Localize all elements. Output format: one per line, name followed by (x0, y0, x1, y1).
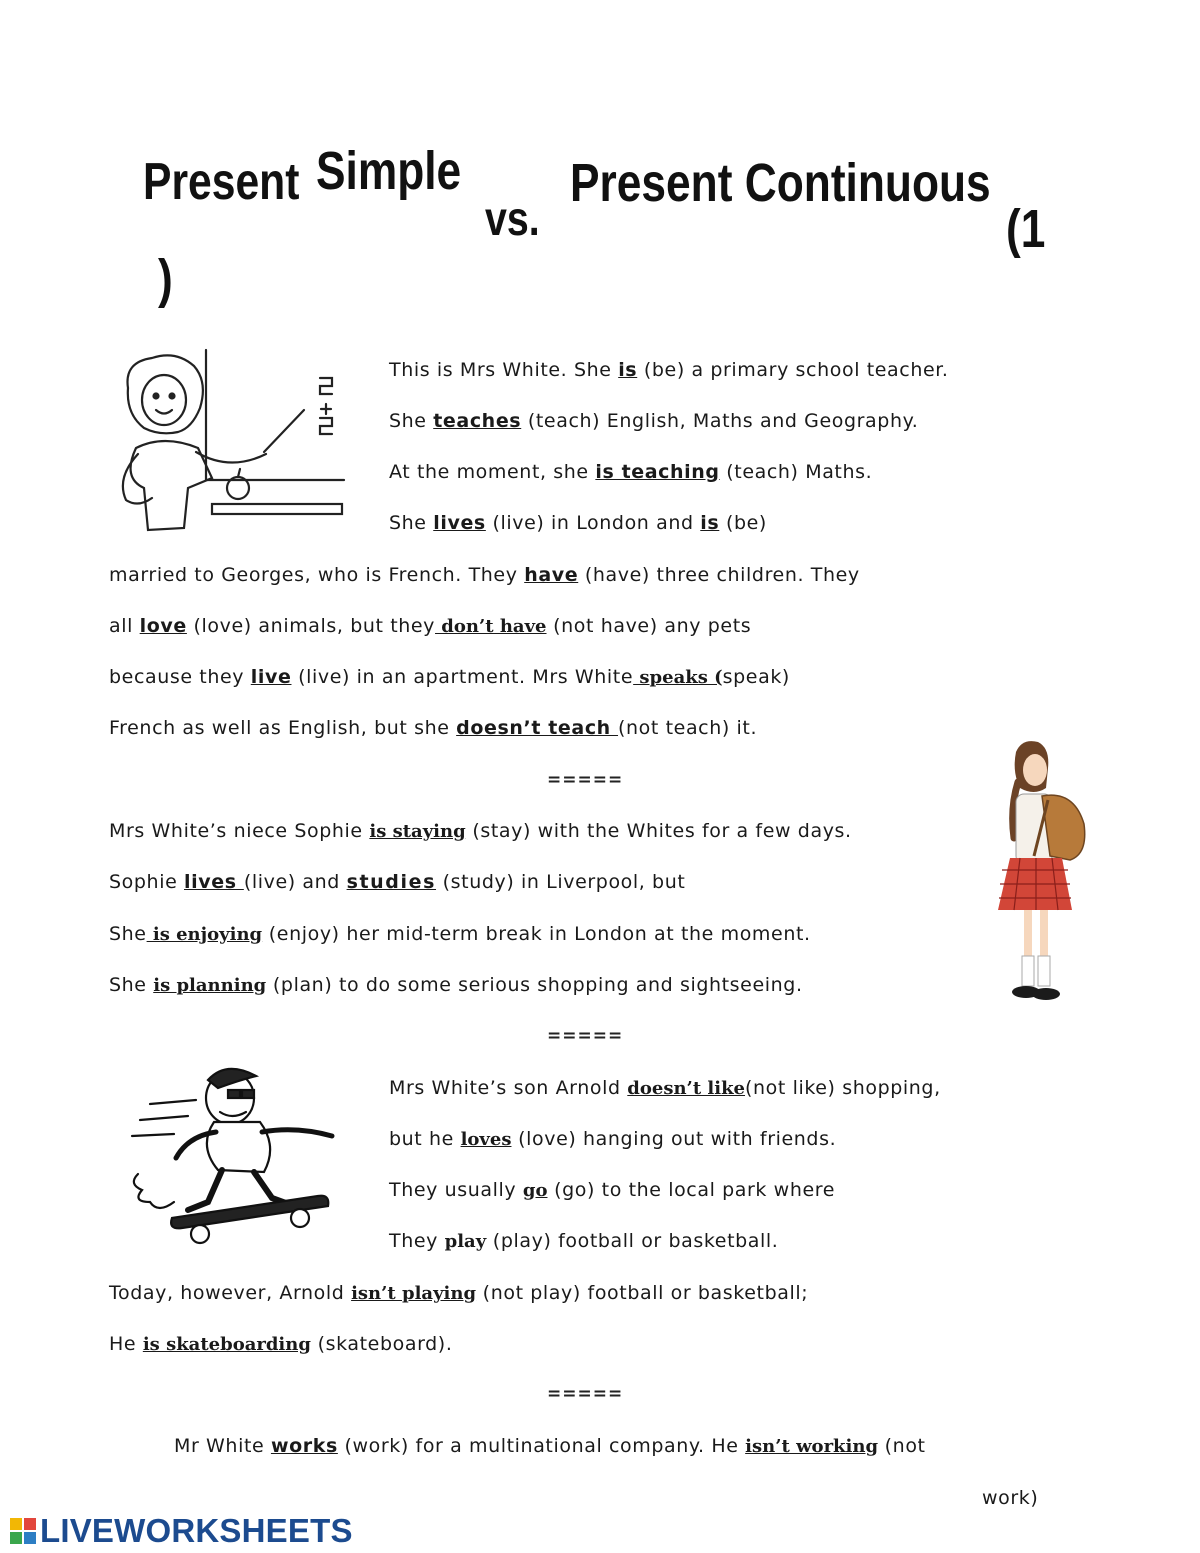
s4-text: (work) for a multinational company. He (337, 1435, 746, 1457)
s2-text: Sophie (109, 871, 184, 893)
answer-field[interactable]: teaches (433, 410, 522, 432)
s1-text: French as well as English, but she (109, 717, 457, 739)
s1-text: This is Mrs White. She (389, 359, 619, 381)
s1-text: (be) a primary school teacher. (637, 359, 949, 381)
s1-text: all (109, 615, 140, 637)
title-present-continuous: Present Continuous (570, 153, 991, 213)
s2-line-3 (109, 923, 811, 945)
s2-text: Mrs White’s niece Sophie (109, 820, 370, 842)
s3-line-5 (109, 1282, 808, 1304)
girl-illustration (990, 738, 1090, 1006)
s2-text: She (109, 974, 154, 996)
answer-field[interactable]: is skateboarding (142, 1334, 311, 1355)
s2-text: (plan) to do some serious shopping and sightseeing. (266, 974, 803, 996)
s3-text: They usually (389, 1179, 523, 1201)
answer-field[interactable]: is enjoying (146, 924, 263, 945)
title-simple: Simple (316, 141, 462, 201)
answer-field[interactable]: is teaching (595, 461, 720, 483)
s3-text: He (109, 1333, 143, 1355)
s2-text: (stay) with the Whites for a few days. (465, 820, 852, 842)
s1-line-8 (109, 717, 757, 739)
answer-field[interactable]: is (618, 359, 638, 381)
answer-field[interactable]: go (522, 1180, 548, 1201)
answer-field[interactable]: works (270, 1435, 338, 1457)
answer-field[interactable]: don’t have (435, 616, 547, 637)
skateboarder-illustration (122, 1062, 344, 1252)
answer-field[interactable]: speaks ( (633, 667, 723, 688)
s1-text: (live) in an apartment. Mrs White (291, 666, 634, 688)
answer-field[interactable]: doesn’t like (627, 1078, 746, 1099)
title-number-open: (1 (1006, 199, 1046, 259)
answer-field[interactable]: loves (460, 1129, 512, 1150)
s1-line-7 (109, 666, 790, 688)
s1-line-2 (389, 410, 918, 432)
s3-text: (not play) football or basketball; (476, 1282, 809, 1304)
answer-field[interactable]: have (524, 564, 579, 586)
s3-line-3 (389, 1179, 835, 1201)
s1-text: At the moment, she (389, 461, 596, 483)
logo-mark-icon (10, 1518, 36, 1544)
s4-line-1 (174, 1435, 926, 1457)
s1-text: (be) (719, 512, 767, 534)
answer-field[interactable]: lives (433, 512, 486, 534)
answer-field[interactable]: play (444, 1231, 487, 1252)
s1-line-1 (389, 359, 949, 381)
s4-line-2 (982, 1487, 1038, 1509)
s3-text: (love) hanging out with friends. (511, 1128, 837, 1150)
s3-line-2 (389, 1128, 836, 1150)
separator: ===== (547, 1026, 624, 1046)
s1-text: married to Georges, who is French. They (109, 564, 525, 586)
s1-line-5 (109, 564, 860, 586)
s3-text: (not like) shopping, (745, 1077, 941, 1099)
liveworksheets-logo[interactable] (10, 1512, 353, 1550)
answer-field[interactable]: love (139, 615, 187, 637)
s1-line-6 (109, 615, 751, 637)
s1-text: speak) (722, 666, 790, 688)
s2-line-1 (109, 820, 852, 842)
s3-text: Mrs White’s son Arnold (389, 1077, 628, 1099)
title-number-close: ) (158, 249, 173, 309)
answer-field[interactable]: live (250, 666, 292, 688)
s2-text: She (109, 923, 147, 945)
s3-text: They (389, 1230, 445, 1252)
s1-text: She (389, 410, 434, 432)
answer-field[interactable]: isn’t playing (351, 1283, 477, 1304)
answer-field[interactable]: is planning (153, 975, 267, 996)
s1-text: She (389, 512, 434, 534)
brand-name: LIVEWORKSHEETS (40, 1512, 353, 1549)
title-vs: vs. (485, 193, 540, 246)
answer-field[interactable]: is (700, 512, 720, 534)
separator: ===== (547, 1384, 624, 1404)
s4-text: (not (878, 1435, 926, 1457)
s3-line-6 (109, 1333, 452, 1355)
s3-line-1 (389, 1077, 941, 1099)
answer-field[interactable]: doesn’t teach (456, 717, 619, 739)
answer-field[interactable]: is staying (369, 821, 466, 842)
answer-field[interactable]: isn’t working (745, 1436, 879, 1457)
answer-field[interactable]: lives (184, 871, 244, 893)
s2-text: (study) in Liverpool, but (436, 871, 686, 893)
s3-line-4 (389, 1230, 778, 1252)
s1-line-4 (389, 512, 767, 534)
s1-text: (love) animals, but they (186, 615, 436, 637)
s1-text: (live) in London and (485, 512, 701, 534)
s3-text: (play) football or basketball. (486, 1230, 779, 1252)
s1-text: (not teach) it. (618, 717, 758, 739)
s1-line-3 (389, 461, 872, 483)
s3-text: (go) to the local park where (547, 1179, 836, 1201)
answer-field[interactable]: studies (346, 871, 437, 893)
s4-text: Mr White (174, 1435, 271, 1457)
s1-text: because they (109, 666, 251, 688)
title-present: Present (143, 153, 300, 211)
s2-text: (enjoy) her mid-term break in London at the moment. (262, 923, 811, 945)
s1-text: (teach) English, Maths and Geography. (521, 410, 919, 432)
separator: ===== (547, 770, 624, 790)
s1-text: (have) three children. They (578, 564, 860, 586)
s3-text: Today, however, Arnold (109, 1282, 352, 1304)
s3-text: but he (389, 1128, 461, 1150)
teacher-illustration (108, 348, 348, 544)
s2-line-2 (109, 871, 685, 893)
s1-text: (not have) any pets (546, 615, 752, 637)
s2-line-4 (109, 974, 803, 996)
s4-text: work) (982, 1487, 1039, 1509)
s1-text: (teach) Maths. (719, 461, 873, 483)
s2-text: (live) and (243, 871, 347, 893)
s3-text: (skateboard). (310, 1333, 453, 1355)
